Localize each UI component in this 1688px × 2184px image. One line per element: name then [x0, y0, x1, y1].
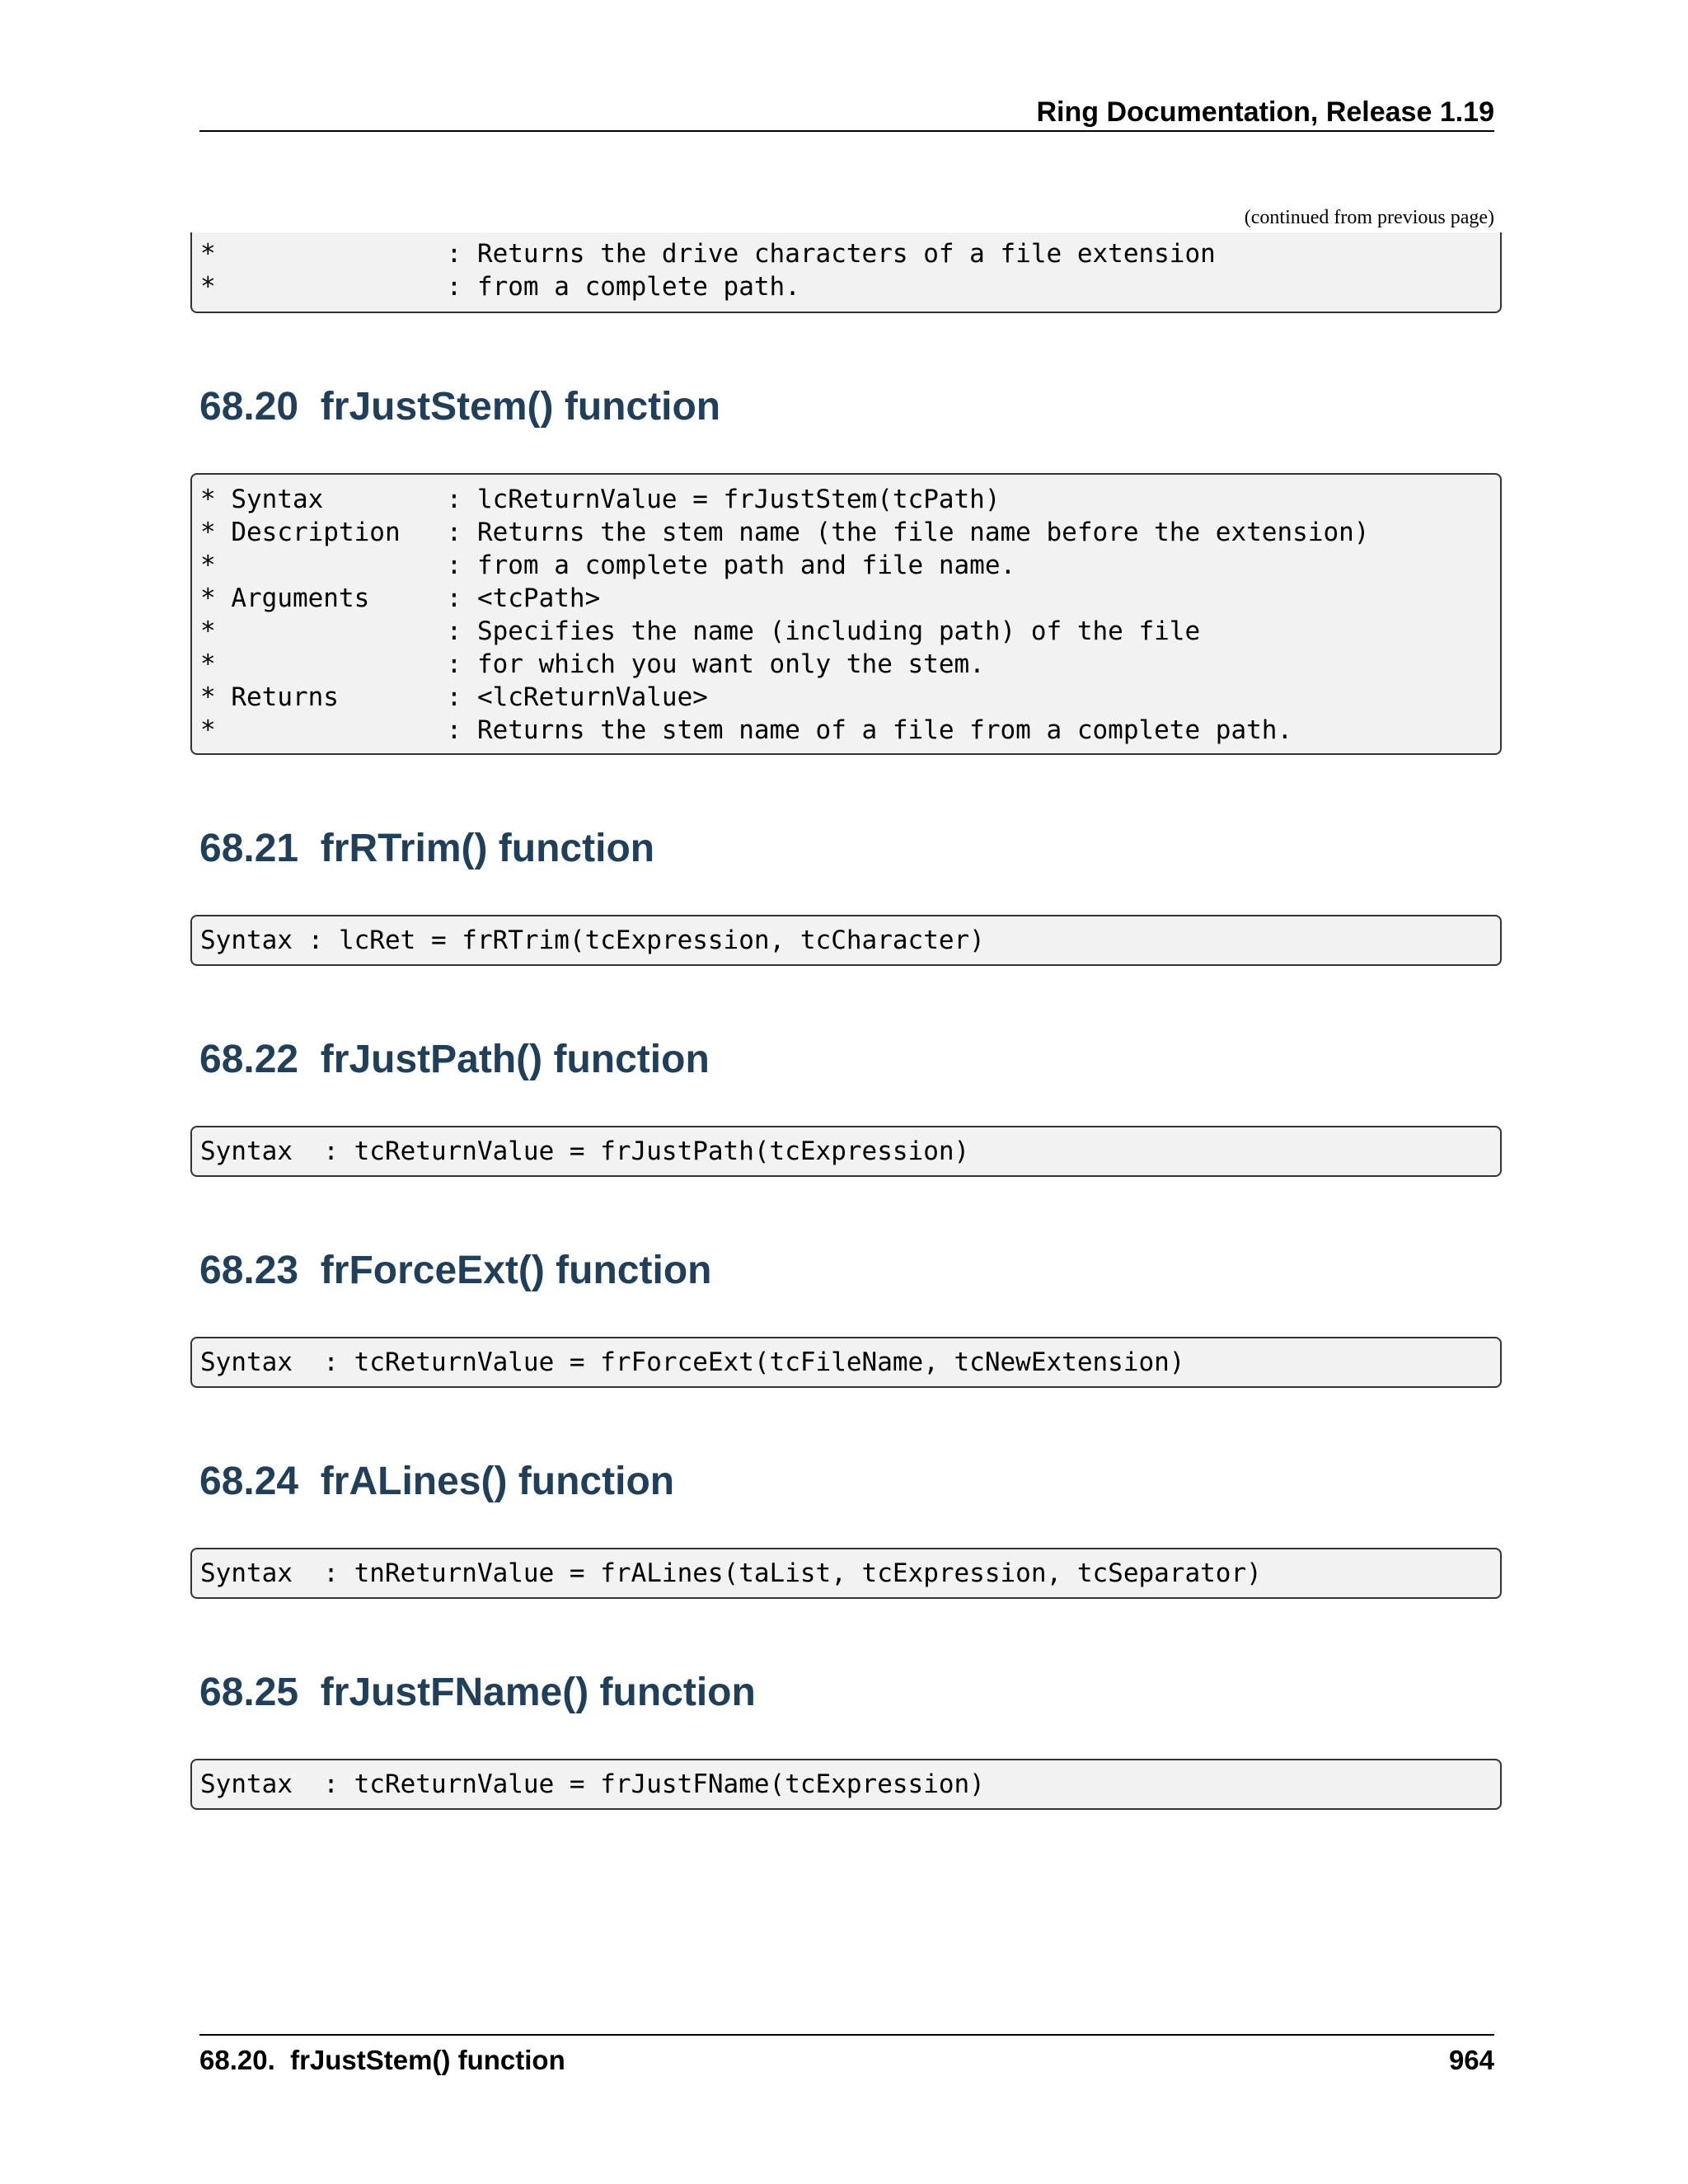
code-line: Syntax : tcReturnValue = frJustFName(tcExpression) [200, 1769, 985, 1799]
code-block-frforceext [190, 1337, 1502, 1388]
section-number: 68.24 [199, 1460, 299, 1503]
section-title: frForceExt() function [320, 1249, 712, 1292]
page-number: 964 [1448, 2045, 1494, 2075]
footer-section-title: 68.20. frJustStem() function [199, 2045, 565, 2075]
code-line: Syntax : tcReturnValue = frForceExt(tcFileName, tcNewExtension) [200, 1347, 1185, 1377]
section-number: 68.21 [199, 827, 299, 870]
code-line: * : Returns the stem name of a file from a complete path. [200, 715, 1293, 745]
section-heading-68-25 [199, 1668, 756, 1718]
section-heading-68-20 [199, 382, 720, 432]
footer-rule [199, 2034, 1494, 2036]
section-number: 68.23 [199, 1249, 299, 1292]
code-line: Syntax : tcReturnValue = frJustPath(tcExpression) [200, 1137, 970, 1166]
code-line: * : from a complete path and file name. [200, 551, 1016, 580]
section-heading-68-23 [199, 1246, 711, 1296]
code-line: * : Specifies the name (including path) of the file [200, 616, 1201, 646]
code-block-frrtrim [190, 915, 1502, 966]
section-title: frJustPath() function [320, 1038, 710, 1081]
code-block-frjustpath [190, 1126, 1502, 1177]
code-line: * Syntax : lcReturnValue = frJustStem(tcPath) [200, 485, 1001, 514]
continued-note: (continued from previous page) [1244, 207, 1494, 228]
code-line: Syntax : tnReturnValue = frALines(taList, tcExpression, tcSeparator) [200, 1558, 1262, 1588]
section-number: 68.20 [199, 385, 299, 429]
section-number: 68.25 [199, 1671, 299, 1714]
section-number: 68.22 [199, 1038, 299, 1081]
section-heading-68-21 [199, 824, 654, 874]
continued-code-block [190, 232, 1502, 313]
code-line: * Description : Returns the stem name (the file name before the extension) [200, 518, 1370, 547]
code-block-frjuststem [190, 473, 1502, 755]
code-line: * Arguments : <tcPath> [200, 583, 601, 613]
section-heading-68-22 [199, 1035, 710, 1085]
running-header: Ring Documentation, Release 1.19 [1036, 96, 1494, 128]
code-line: Syntax : lcRet = frRTrim(tcExpression, tcCharacter) [200, 926, 985, 955]
code-line: * Returns : <lcReturnValue> [200, 682, 708, 712]
section-title: frJustFName() function [320, 1671, 756, 1714]
code-line: * : Returns the drive characters of a file extension [200, 239, 1216, 269]
code-block-fralines [190, 1548, 1502, 1599]
section-title: frJustStem() function [320, 385, 721, 429]
code-block-frjustfname [190, 1759, 1502, 1810]
code-line: * : from a complete path. [200, 272, 800, 302]
section-title: frRTrim() function [320, 827, 655, 870]
header-rule [199, 130, 1494, 132]
section-heading-68-24 [199, 1457, 674, 1507]
section-title: frALines() function [320, 1460, 675, 1503]
code-line: * : for which you want only the stem. [200, 649, 985, 679]
